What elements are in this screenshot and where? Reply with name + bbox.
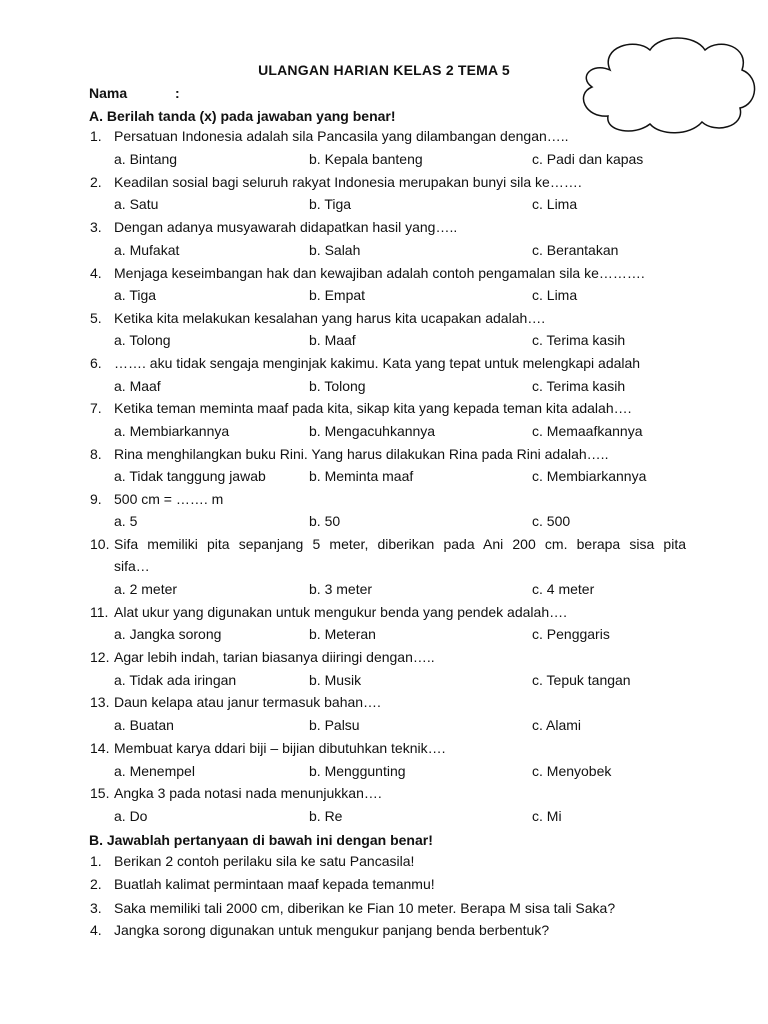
option-c[interactable]: c. Lima — [532, 196, 578, 212]
question-text: Agar lebih indah, tarian biasanya diiringi dengan….. — [114, 649, 435, 665]
answer-options — [114, 510, 674, 532]
question-number: 15. — [90, 785, 110, 801]
essay-text: Saka memiliki tali 2000 cm, diberikan ke Fian 10 meter. Berapa M sisa tali Saka? — [114, 900, 616, 916]
essay-number: 3. — [90, 900, 102, 916]
option-a[interactable]: a. Tidak ada iringan — [114, 672, 237, 688]
question-text-continued: sifa… — [114, 558, 150, 574]
question-number: 13. — [90, 694, 110, 710]
option-a[interactable]: a. Mufakat — [114, 242, 180, 258]
essay-number: 4. — [90, 922, 102, 938]
question-number: 2. — [90, 174, 102, 190]
option-b[interactable]: b. Meminta maaf — [309, 468, 414, 484]
option-c[interactable]: c. 4 meter — [532, 581, 595, 597]
option-a[interactable]: a. Do — [114, 808, 148, 824]
option-a[interactable]: a. Buatan — [114, 717, 174, 733]
essay-text: Berikan 2 contoh perilaku sila ke satu Pancasila! — [114, 853, 415, 869]
question-number: 7. — [90, 400, 102, 416]
option-b[interactable]: b. Meteran — [309, 626, 376, 642]
essay-number: 1. — [90, 853, 102, 869]
option-a[interactable]: a. 5 — [114, 513, 138, 529]
question-number: 1. — [90, 128, 102, 144]
question-text: Persatuan Indonesia adalah sila Pancasila yang dilambangan dengan….. — [114, 128, 569, 144]
cloud-shape — [570, 32, 760, 137]
option-b[interactable]: b. Salah — [309, 242, 361, 258]
option-a[interactable]: a. Bintang — [114, 151, 178, 167]
option-b[interactable]: b. Mengacuhkannya — [309, 423, 436, 439]
question-text: Ketika teman meminta maaf pada kita, sikap kita yang kepada teman kita adalah…. — [114, 400, 632, 416]
name-colon: : — [175, 85, 180, 101]
answer-options — [114, 420, 674, 442]
option-c[interactable]: c. Memaafkannya — [532, 423, 643, 439]
question-number: 12. — [90, 649, 110, 665]
question-number: 14. — [90, 740, 110, 756]
option-c[interactable]: c. Alami — [532, 717, 582, 733]
option-a[interactable]: a. Membiarkannya — [114, 423, 230, 439]
option-c[interactable]: c. Lima — [532, 287, 578, 303]
question-text: Dengan adanya musyawarah didapatkan hasil yang….. — [114, 219, 458, 235]
question-text: Alat ukur yang digunakan untuk mengukur benda yang pendek adalah…. — [114, 604, 567, 620]
question-text: Angka 3 pada notasi nada menunjukkan…. — [114, 785, 382, 801]
option-a[interactable]: a. Tolong — [114, 332, 171, 348]
question-text: Keadilan sosial bagi seluruh rakyat Indonesia merupakan bunyi sila ke……. — [114, 174, 582, 190]
option-b[interactable]: b. 3 meter — [309, 581, 373, 597]
essay-number: 2. — [90, 876, 102, 892]
answer-options — [114, 669, 674, 691]
option-c[interactable]: c. Mi — [532, 808, 562, 824]
option-c[interactable]: c. Menyobek — [532, 763, 612, 779]
option-b[interactable]: b. Tiga — [309, 196, 352, 212]
question-number: 5. — [90, 310, 102, 326]
option-a[interactable]: a. Tidak tanggung jawab — [114, 468, 266, 484]
answer-options — [114, 284, 674, 306]
option-a[interactable]: a. Tiga — [114, 287, 157, 303]
answer-options — [114, 714, 674, 736]
option-c[interactable]: c. Membiarkannya — [532, 468, 647, 484]
answer-options — [114, 148, 674, 170]
section-b-heading: B. Jawablah pertanyaan di bawah ini dengan benar! — [89, 832, 433, 848]
answer-options — [114, 329, 674, 351]
question-text: Menjaga keseimbangan hak dan kewajiban adalah contoh pengamalan sila ke………. — [114, 265, 645, 281]
question-text: Membuat karya ddari biji – bijian dibutuhkan teknik…. — [114, 740, 446, 756]
answer-options — [114, 623, 674, 645]
answer-options — [114, 239, 674, 261]
option-b[interactable]: b. Menggunting — [309, 763, 406, 779]
option-c[interactable]: c. Padi dan kapas — [532, 151, 644, 167]
option-b[interactable]: b. Tolong — [309, 378, 366, 394]
option-c[interactable]: c. Penggaris — [532, 626, 610, 642]
question-text: Daun kelapa atau janur termasuk bahan…. — [114, 694, 381, 710]
option-a[interactable]: a. 2 meter — [114, 581, 178, 597]
answer-options — [114, 465, 674, 487]
question-number: 3. — [90, 219, 102, 235]
essay-text: Buatlah kalimat permintaan maaf kepada temanmu! — [114, 876, 435, 892]
question-text: Rina menghilangkan buku Rini. Yang harus dilakukan Rina pada Rini adalah….. — [114, 446, 609, 462]
page-title: ULANGAN HARIAN KELAS 2 TEMA 5 — [258, 62, 510, 78]
answer-options — [114, 375, 674, 397]
option-a[interactable]: a. Satu — [114, 196, 159, 212]
question-number: 4. — [90, 265, 102, 281]
option-a[interactable]: a. Menempel — [114, 763, 195, 779]
option-a[interactable]: a. Maaf — [114, 378, 161, 394]
answer-options — [114, 578, 674, 600]
question-text: Sifa memiliki pita sepanjang 5 meter, diberikan pada Ani 200 cm. berapa sisa pita — [114, 536, 686, 552]
question-number: 8. — [90, 446, 102, 462]
option-b[interactable]: b. Kepala banteng — [309, 151, 423, 167]
question-number: 10. — [90, 536, 110, 552]
answer-options — [114, 805, 674, 827]
question-number: 6. — [90, 355, 102, 371]
option-c[interactable]: c. Terima kasih — [532, 332, 626, 348]
option-c[interactable]: c. 500 — [532, 513, 571, 529]
question-number: 11. — [90, 604, 109, 620]
option-c[interactable]: c. Terima kasih — [532, 378, 626, 394]
option-b[interactable]: b. Maaf — [309, 332, 356, 348]
question-text: ……. aku tidak sengaja menginjak kakimu. Kata yang tepat untuk melengkapi adalah — [114, 355, 641, 371]
option-c[interactable]: c. Tepuk tangan — [532, 672, 631, 688]
question-text: Ketika kita melakukan kesalahan yang harus kita ucapakan adalah…. — [114, 310, 546, 326]
option-b[interactable]: b. Musik — [309, 672, 362, 688]
question-text: 500 cm = ……. m — [114, 491, 224, 507]
section-a-heading: A. Berilah tanda (x) pada jawaban yang benar! — [89, 108, 396, 124]
option-a[interactable]: a. Jangka sorong — [114, 626, 222, 642]
name-field[interactable] — [89, 85, 180, 101]
option-b[interactable]: b. Empat — [309, 287, 366, 303]
question-number: 9. — [90, 491, 102, 507]
option-b[interactable]: b. 50 — [309, 513, 341, 529]
answer-options — [114, 193, 674, 215]
option-b[interactable]: b. Re — [309, 808, 343, 824]
option-b[interactable]: b. Palsu — [309, 717, 360, 733]
answer-options — [114, 760, 674, 782]
option-c[interactable]: c. Berantakan — [532, 242, 619, 258]
essay-text: Jangka sorong digunakan untuk mengukur panjang benda berbentuk? — [114, 922, 550, 938]
name-label: Nama — [89, 85, 128, 101]
